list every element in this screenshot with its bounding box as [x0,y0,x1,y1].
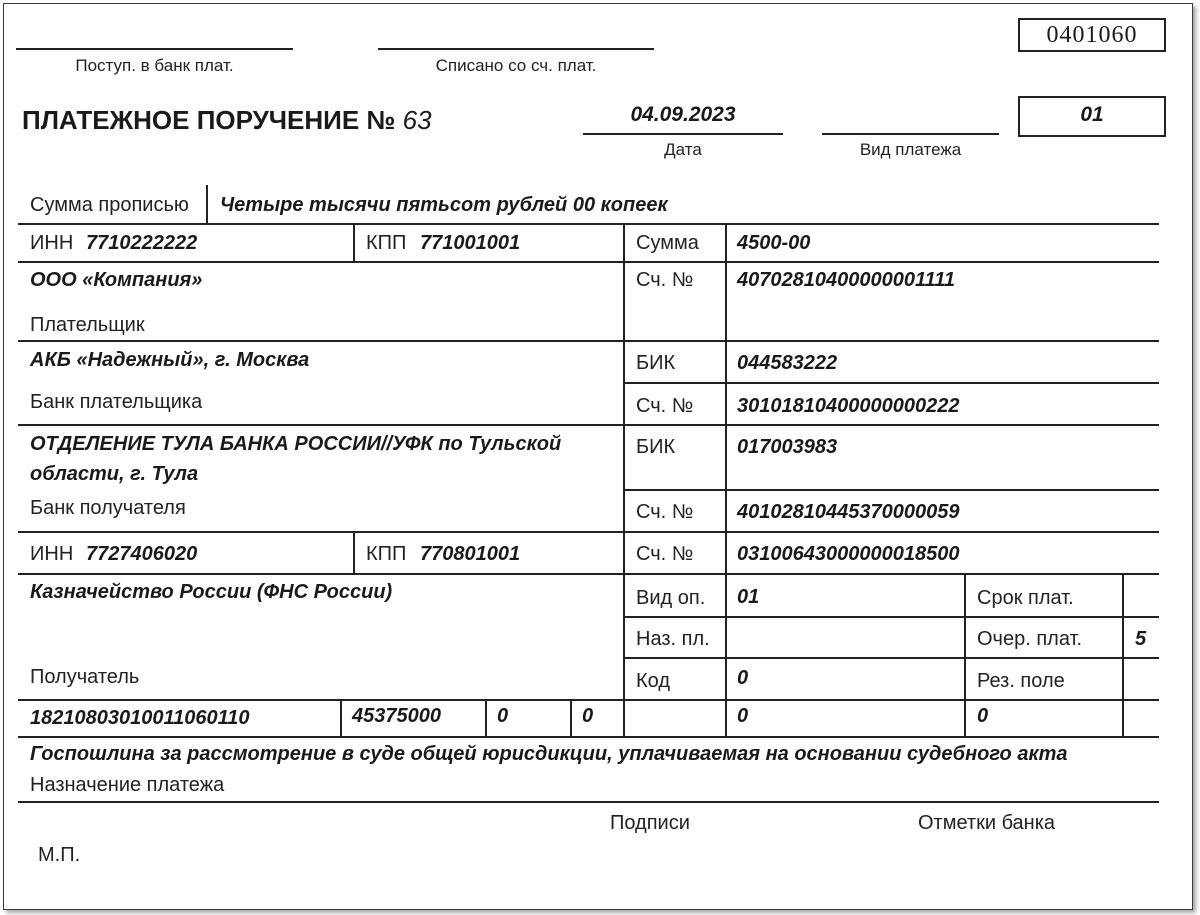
payee-inn-label: ИНН [30,543,74,565]
payer-label: Плательщик [30,314,145,336]
sum-value: 4500-00 [737,232,811,254]
purpose-code-label: Наз. пл. [636,628,710,650]
tax-field-3: 0 [737,705,749,727]
kbk: 18210803010011060110 [30,707,250,729]
row-line [18,699,1159,701]
sum-label: Сумма [636,232,699,254]
payee-bank-name-line1: ОТДЕЛЕНИЕ ТУЛА БАНКА РОССИИ//УФК по Тульской [30,433,562,455]
col-line [485,699,487,736]
payee-bank-account-label: Сч. № [636,501,694,523]
amount-words-divider [206,185,208,223]
col-line [353,531,355,573]
op-type-label: Вид оп. [636,587,706,609]
payee-account: 03100643000000018500 [737,543,960,565]
col-line [623,223,625,736]
code: 0 [737,667,749,689]
row-line [18,736,1159,738]
payer-inn-label: ИНН [30,232,74,254]
payer-account: 40702810400000001111 [737,269,956,291]
payee-name: Казначейство России (ФНС России) [30,581,393,603]
code-label: Код [636,670,671,692]
tax-field-4: 0 [977,705,989,727]
col-line [570,699,572,736]
op-type: 01 [737,586,760,608]
payer-bank-bik-label: БИК [636,352,676,374]
term-label: Срок плат. [977,587,1074,609]
row-line [18,261,1159,263]
payee-bank-bik: 017003983 [737,436,838,458]
purpose-text: Госпошлина за рассмотрение в суде общей юрисдикции, уплачиваемая на основании судебного акта [30,743,1068,765]
row-line [18,801,1159,803]
oktmo: 45375000 [352,705,441,727]
reserve-label: Рез. поле [977,670,1065,692]
payee-inn: 7727406020 [86,543,198,565]
col-line [340,699,342,736]
order-date: 04.09.2023 [630,103,736,126]
amount-words: Четыре тысячи пятьсот рублей 00 копеек [220,194,668,216]
payer-bank-bik: 044583222 [737,352,838,374]
payer-account-label: Сч. № [636,269,694,291]
payee-bank-account: 40102810445370000059 [737,501,960,523]
payment-type-label: Вид платежа [859,140,962,159]
payee-kpp: 770801001 [420,543,521,565]
col-line [964,573,966,736]
row-line [18,424,1159,426]
row-line [624,657,1159,659]
signatures-label: Подписи [610,812,690,834]
payer-kpp: 771001001 [420,232,521,254]
payer-bank-account-label: Сч. № [636,395,694,417]
stamp-label: М.П. [38,844,81,866]
bank-marks-label: Отметки банка [918,812,1056,834]
received-line [16,48,293,50]
row-line [18,223,1159,225]
row-line [18,340,1159,342]
payer-kpp-label: КПП [366,232,407,254]
priority-label: Очер. плат. [977,628,1083,650]
received-label: Поступ. в банк плат. [75,56,234,75]
amount-words-label: Сумма прописью [30,194,189,216]
row-line [18,531,1159,533]
payee-bank-name-line2: области, г. Тула [30,463,199,485]
payer-bank-label: Банк плательщика [30,391,203,413]
payee-account-label: Сч. № [636,543,694,565]
row-line [624,489,1159,491]
order-number: 63 [402,105,432,135]
payer-bank-account: 30101810400000000222 [737,395,960,417]
payee-bank-bik-label: БИК [636,436,676,458]
payment-type-line [822,133,999,135]
priority: 5 [1135,628,1147,650]
date-label: Дата [664,140,702,159]
payer-name: ООО «Компания» [30,269,203,291]
col-line [725,223,727,736]
form-code: 0401060 [1046,22,1138,48]
tax-field-1: 0 [497,705,509,727]
date-line [583,133,783,135]
row-line [624,382,1159,384]
page-title [22,105,432,135]
payer-bank-name: АКБ «Надежный», г. Москва [30,349,310,371]
payee-label: Получатель [30,666,140,688]
row-line [18,573,1159,575]
title-text: ПЛАТЕЖНОЕ ПОРУЧЕНИЕ № [22,105,396,135]
row-line [624,616,1159,618]
debited-line [378,48,654,50]
purpose-label: Назначение платежа [30,774,225,796]
payee-kpp-label: КПП [366,543,407,565]
col-line [353,223,355,261]
payee-bank-label: Банк получателя [30,497,186,519]
tax-field-2: 0 [582,705,594,727]
payer-inn: 7710222222 [86,232,198,254]
col-line [1122,573,1124,736]
status-value: 01 [1080,103,1104,126]
debited-label: Списано со сч. плат. [435,56,597,75]
